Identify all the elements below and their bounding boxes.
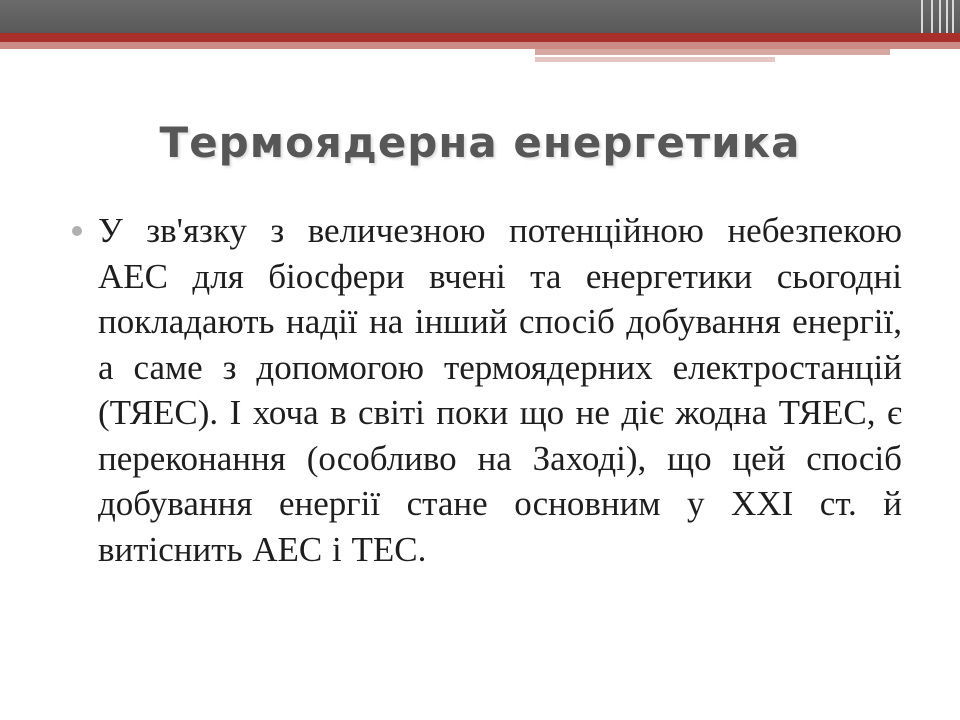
slide-title: Термоядерна енергетика — [159, 118, 801, 167]
accent-line-light — [535, 49, 890, 55]
accent-line-light — [0, 42, 960, 49]
accent-line-light — [535, 57, 775, 62]
content-area — [98, 208, 902, 572]
bullet-text: У зв'язку з величезною потенційною небезпекою АЕС для біосфери вчені та енергетики сьогодні покладають надії на інший спосіб добування енергії, а саме з допомогою термоядерних електростанцій (ТЯЕС). І хоча в світі поки що не діє жодна ТЯЕС, є переконання (особливо на Заході), що цей спосіб добування енергії стане основним у ХХІ ст. й витіснить АЕС і ТЕС. — [98, 211, 902, 569]
accent-line — [0, 33, 960, 42]
bullet-marker — [72, 226, 82, 236]
header-band — [0, 0, 960, 33]
